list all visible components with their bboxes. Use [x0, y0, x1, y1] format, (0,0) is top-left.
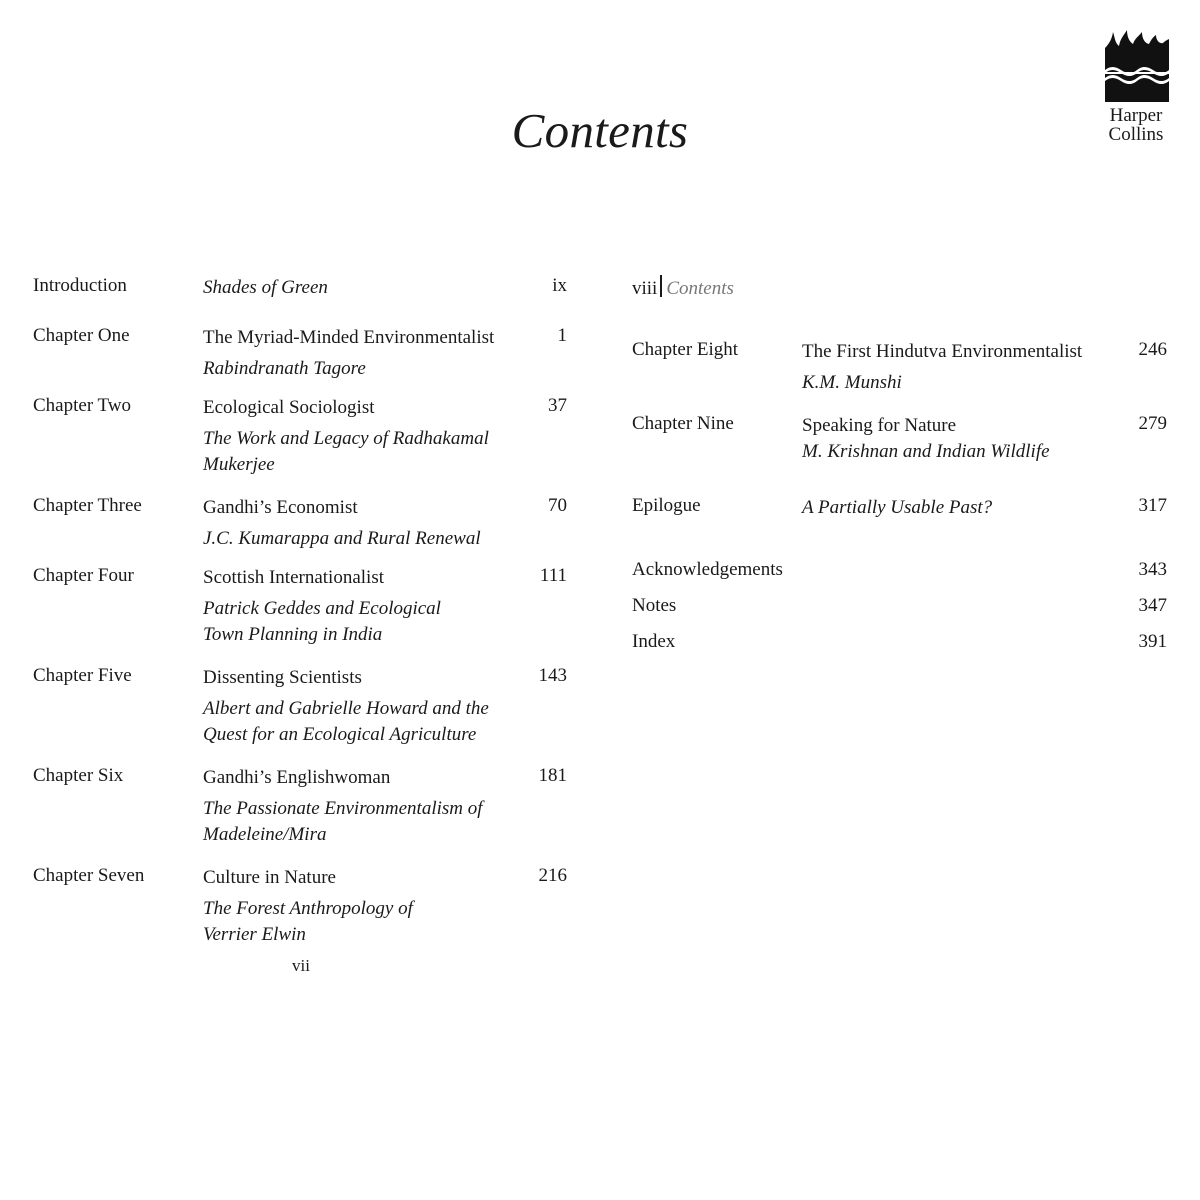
toc-entry-epilogue[interactable] [632, 495, 1172, 521]
toc-entry-page: 391 [1138, 631, 1167, 652]
toc-entry-subtitle: J.C. Kumarappa and Rural Renewal [203, 528, 481, 549]
toc-entry-label: Chapter Six [33, 765, 124, 786]
toc-entry-page: 317 [1138, 495, 1167, 516]
toc-entry-subtitle: The Work and Legacy of Radhakamal Mukerjee [203, 428, 489, 475]
toc-entry-page: 343 [1138, 559, 1167, 580]
toc-entry-subtitle: M. Krishnan and Indian Wildlife [802, 441, 1050, 462]
toc-entry-chapter-seven[interactable] [33, 865, 573, 948]
toc-entry-subtitle: Rabindranath Tagore [203, 358, 366, 379]
toc-entry-page: 347 [1138, 595, 1167, 616]
toc-entry-notes[interactable] [632, 593, 1172, 629]
publisher-name-line1: Harper [1109, 105, 1163, 126]
toc-entry-subtitle: The Passionate Environmentalism of Madeleine/Mira [203, 798, 483, 845]
toc-entry-label: Chapter Seven [33, 865, 145, 886]
toc-entry-label: Chapter Eight [632, 339, 739, 360]
toc-entry-chapter-six[interactable] [33, 765, 573, 848]
toc-entry-page: 1 [557, 325, 567, 346]
toc-entry-label: Chapter Five [33, 665, 132, 686]
toc-entry-chapter-one[interactable] [33, 325, 573, 382]
toc-entry-chapter-two[interactable] [33, 395, 573, 478]
toc-entry-title: Culture in Nature [203, 867, 336, 888]
flame-over-waves-logo-icon [1105, 30, 1169, 102]
toc-entry-label: Introduction [33, 275, 127, 296]
toc-entry-page: 279 [1138, 413, 1167, 434]
toc-entry-subtitle: K.M. Munshi [802, 372, 902, 393]
toc-entry-subtitle: Shades of Green [203, 277, 328, 298]
toc-entry-page: 246 [1138, 339, 1167, 360]
toc-entry-page: ix [552, 275, 567, 296]
toc-entry-acknowledgements[interactable] [632, 557, 1172, 593]
toc-entry-chapter-nine[interactable] [632, 413, 1172, 465]
toc-entry-chapter-eight[interactable] [632, 339, 1172, 396]
toc-entry-label: Epilogue [632, 495, 701, 516]
toc-entry-label: Chapter One [33, 325, 130, 346]
toc-entry-subtitle: A Partially Usable Past? [802, 497, 993, 518]
contents-right-column [632, 275, 1172, 665]
toc-entry-page: 181 [538, 765, 567, 786]
toc-entry-subtitle: Albert and Gabrielle Howard and the Quest for an Ecological Agriculture [203, 698, 489, 745]
running-head-title: Contents [666, 278, 734, 299]
toc-entry-title: Ecological Sociologist [203, 397, 375, 418]
toc-entry-page: 70 [548, 495, 567, 516]
page-title: Contents [511, 103, 689, 158]
toc-entry-title: Dissenting Scientists [203, 667, 362, 688]
toc-entry-label: Chapter Nine [632, 413, 734, 434]
toc-entry-subtitle: Patrick Geddes and Ecological Town Planning in India [203, 598, 441, 645]
toc-entry-page: 37 [548, 395, 567, 416]
running-head [632, 275, 1172, 299]
toc-entry-page: 111 [539, 565, 567, 586]
toc-entry-index[interactable] [632, 629, 1172, 665]
toc-entry-introduction[interactable] [33, 275, 573, 301]
toc-entry-page: 143 [538, 665, 567, 686]
toc-entry-subtitle: The Forest Anthropology of Verrier Elwin [203, 898, 413, 945]
publisher-name-line2: Collins [1108, 124, 1164, 145]
running-head-page: viii [632, 278, 658, 299]
toc-entry-chapter-five[interactable] [33, 665, 573, 748]
toc-entry-page: 216 [538, 865, 567, 886]
toc-entry-label: Chapter Four [33, 565, 134, 586]
toc-entry-title: Speaking for Nature [802, 415, 957, 436]
toc-entry-title: Gandhi’s Englishwoman [203, 767, 391, 788]
toc-entry-title: The Myriad-Minded Environmentalist [203, 327, 495, 348]
toc-entry-label: Chapter Three [33, 495, 142, 516]
toc-entry-label: Acknowledgements [632, 559, 783, 580]
toc-entry-label: Index [632, 631, 676, 652]
contents-left-column [33, 275, 573, 961]
toc-entry-label: Notes [632, 595, 677, 616]
toc-entry-title: Gandhi’s Economist [203, 497, 358, 518]
running-head-divider [660, 275, 662, 297]
toc-entry-chapter-four[interactable] [33, 565, 573, 648]
toc-entry-title: Scottish Internationalist [203, 567, 385, 588]
toc-entry-title: The First Hindutva Environmentalist [802, 341, 1083, 362]
left-page-folio: vii [292, 956, 310, 975]
toc-entry-label: Chapter Two [33, 395, 132, 416]
toc-entry-chapter-three[interactable] [33, 495, 573, 552]
